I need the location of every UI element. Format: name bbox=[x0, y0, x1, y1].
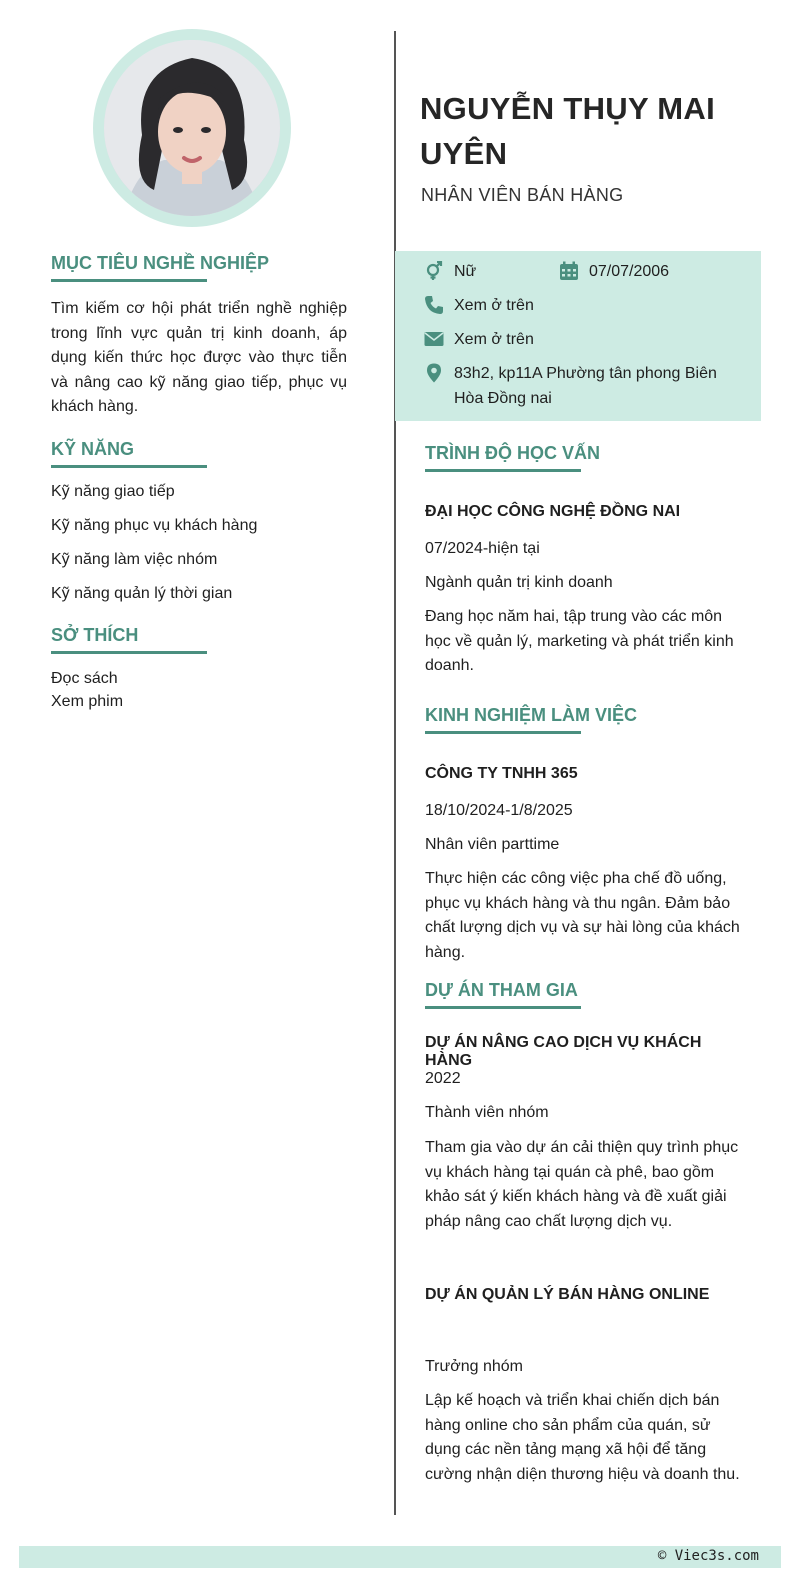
education-underline bbox=[425, 469, 581, 472]
hobbies-title: SỞ THÍCH bbox=[51, 625, 139, 645]
experience-time: 18/10/2024-1/8/2025 bbox=[425, 802, 573, 819]
candidate-position: NHÂN VIÊN BÁN HÀNG bbox=[421, 185, 624, 205]
skills-title: KỸ NĂNG bbox=[51, 439, 135, 459]
email-value: Xem ở trên bbox=[454, 331, 534, 348]
project-role: Trưởng nhóm bbox=[425, 1358, 523, 1375]
address-value: 83h2, kp11A Phường tân phong Biên Hòa Đồng nai bbox=[454, 365, 717, 407]
hobbies-section bbox=[51, 625, 347, 654]
gender-icon bbox=[424, 261, 444, 281]
experience-section bbox=[425, 705, 745, 734]
objective-section bbox=[51, 253, 347, 420]
phone-value: Xem ở trên bbox=[454, 297, 534, 314]
hobby-item: Xem phim bbox=[51, 693, 124, 710]
experience-description: Thực hiện các công việc pha chế đồ uống, phục vụ khách hàng và thu ngân. Đảm bảo chất lượng dịch vụ và sự hài lòng của khách hàng. bbox=[425, 870, 740, 961]
objective-underline bbox=[51, 279, 207, 282]
avatar-frame bbox=[93, 29, 291, 227]
hobbies-underline bbox=[51, 651, 207, 654]
education-school: ĐẠI HỌC CÔNG NGHỆ ĐỒNG NAI bbox=[425, 503, 681, 520]
skill-item: Kỹ năng phục vụ khách hàng bbox=[51, 517, 258, 534]
objective-title: MỤC TIÊU NGHỀ NGHIỆP bbox=[51, 253, 270, 273]
avatar bbox=[104, 40, 280, 216]
contact-panel bbox=[395, 251, 761, 421]
project-role: Thành viên nhóm bbox=[425, 1104, 549, 1121]
education-title: TRÌNH ĐỘ HỌC VẤN bbox=[425, 443, 600, 463]
skills-section bbox=[51, 439, 347, 468]
phone-icon bbox=[424, 295, 444, 315]
objective-text: Tìm kiếm cơ hội phát triển nghề nghiệp trong lĩnh vực quản trị kinh doanh, áp dụng kiến thức học được vào thực tiễn và nâng cao kỹ năng giao tiếp, phục vụ khách hàng. bbox=[51, 300, 347, 415]
skill-item: Kỹ năng quản lý thời gian bbox=[51, 585, 233, 602]
birthday-value: 07/07/2006 bbox=[589, 263, 670, 280]
project-description: Tham gia vào dự án cải thiện quy trình phục vụ khách hàng tại quán cà phê, bao gồm khảo sát ý kiến khách hàng và đề xuất giải pháp nâng cao chất lượng dịch vụ. bbox=[425, 1139, 739, 1230]
project-name: DỰ ÁN NÂNG CAO DỊCH VỤ KHÁCH HÀNG bbox=[425, 1034, 702, 1069]
project-time: 2022 bbox=[425, 1070, 461, 1087]
location-pin-icon bbox=[424, 363, 444, 383]
education-description: Đang học năm hai, tập trung vào các môn học về quản lý, marketing và phát triển kinh doanh. bbox=[425, 608, 734, 674]
gender-value: Nữ bbox=[454, 263, 477, 280]
education-section bbox=[425, 443, 745, 472]
experience-company: CÔNG TY TNHH 365 bbox=[425, 765, 578, 782]
footer-bar bbox=[19, 1546, 781, 1568]
skill-item: Kỹ năng làm việc nhóm bbox=[51, 551, 218, 568]
education-time: 07/2024-hiện tại bbox=[425, 540, 540, 557]
projects-underline bbox=[425, 1006, 581, 1009]
experience-role: Nhân viên parttime bbox=[425, 836, 560, 853]
calendar-icon bbox=[559, 261, 579, 281]
skill-item: Kỹ năng giao tiếp bbox=[51, 483, 175, 500]
candidate-name: NGUYỄN THỤY MAI UYÊN bbox=[420, 91, 716, 171]
hobby-item: Đọc sách bbox=[51, 670, 118, 687]
experience-title: KINH NGHIỆM LÀM VIỆC bbox=[425, 705, 638, 725]
skills-underline bbox=[51, 465, 207, 468]
education-major: Ngành quản trị kinh doanh bbox=[425, 574, 613, 591]
avatar-portrait-image bbox=[104, 40, 280, 216]
experience-underline bbox=[425, 731, 581, 734]
footer-copyright: © Viec3s.com bbox=[657, 1548, 759, 1564]
projects-title: DỰ ÁN THAM GIA bbox=[425, 980, 578, 1000]
project-name: DỰ ÁN QUẢN LÝ BÁN HÀNG ONLINE bbox=[425, 1286, 710, 1303]
email-icon bbox=[424, 329, 444, 349]
projects-section bbox=[425, 980, 745, 1009]
project-description: Lập kế hoạch và triển khai chiến dịch bán hàng online cho sản phẩm của quán, sử dụng các nền tảng mạng xã hội để tăng cường nhận diện thương hiệu và doanh thu. bbox=[425, 1392, 740, 1483]
